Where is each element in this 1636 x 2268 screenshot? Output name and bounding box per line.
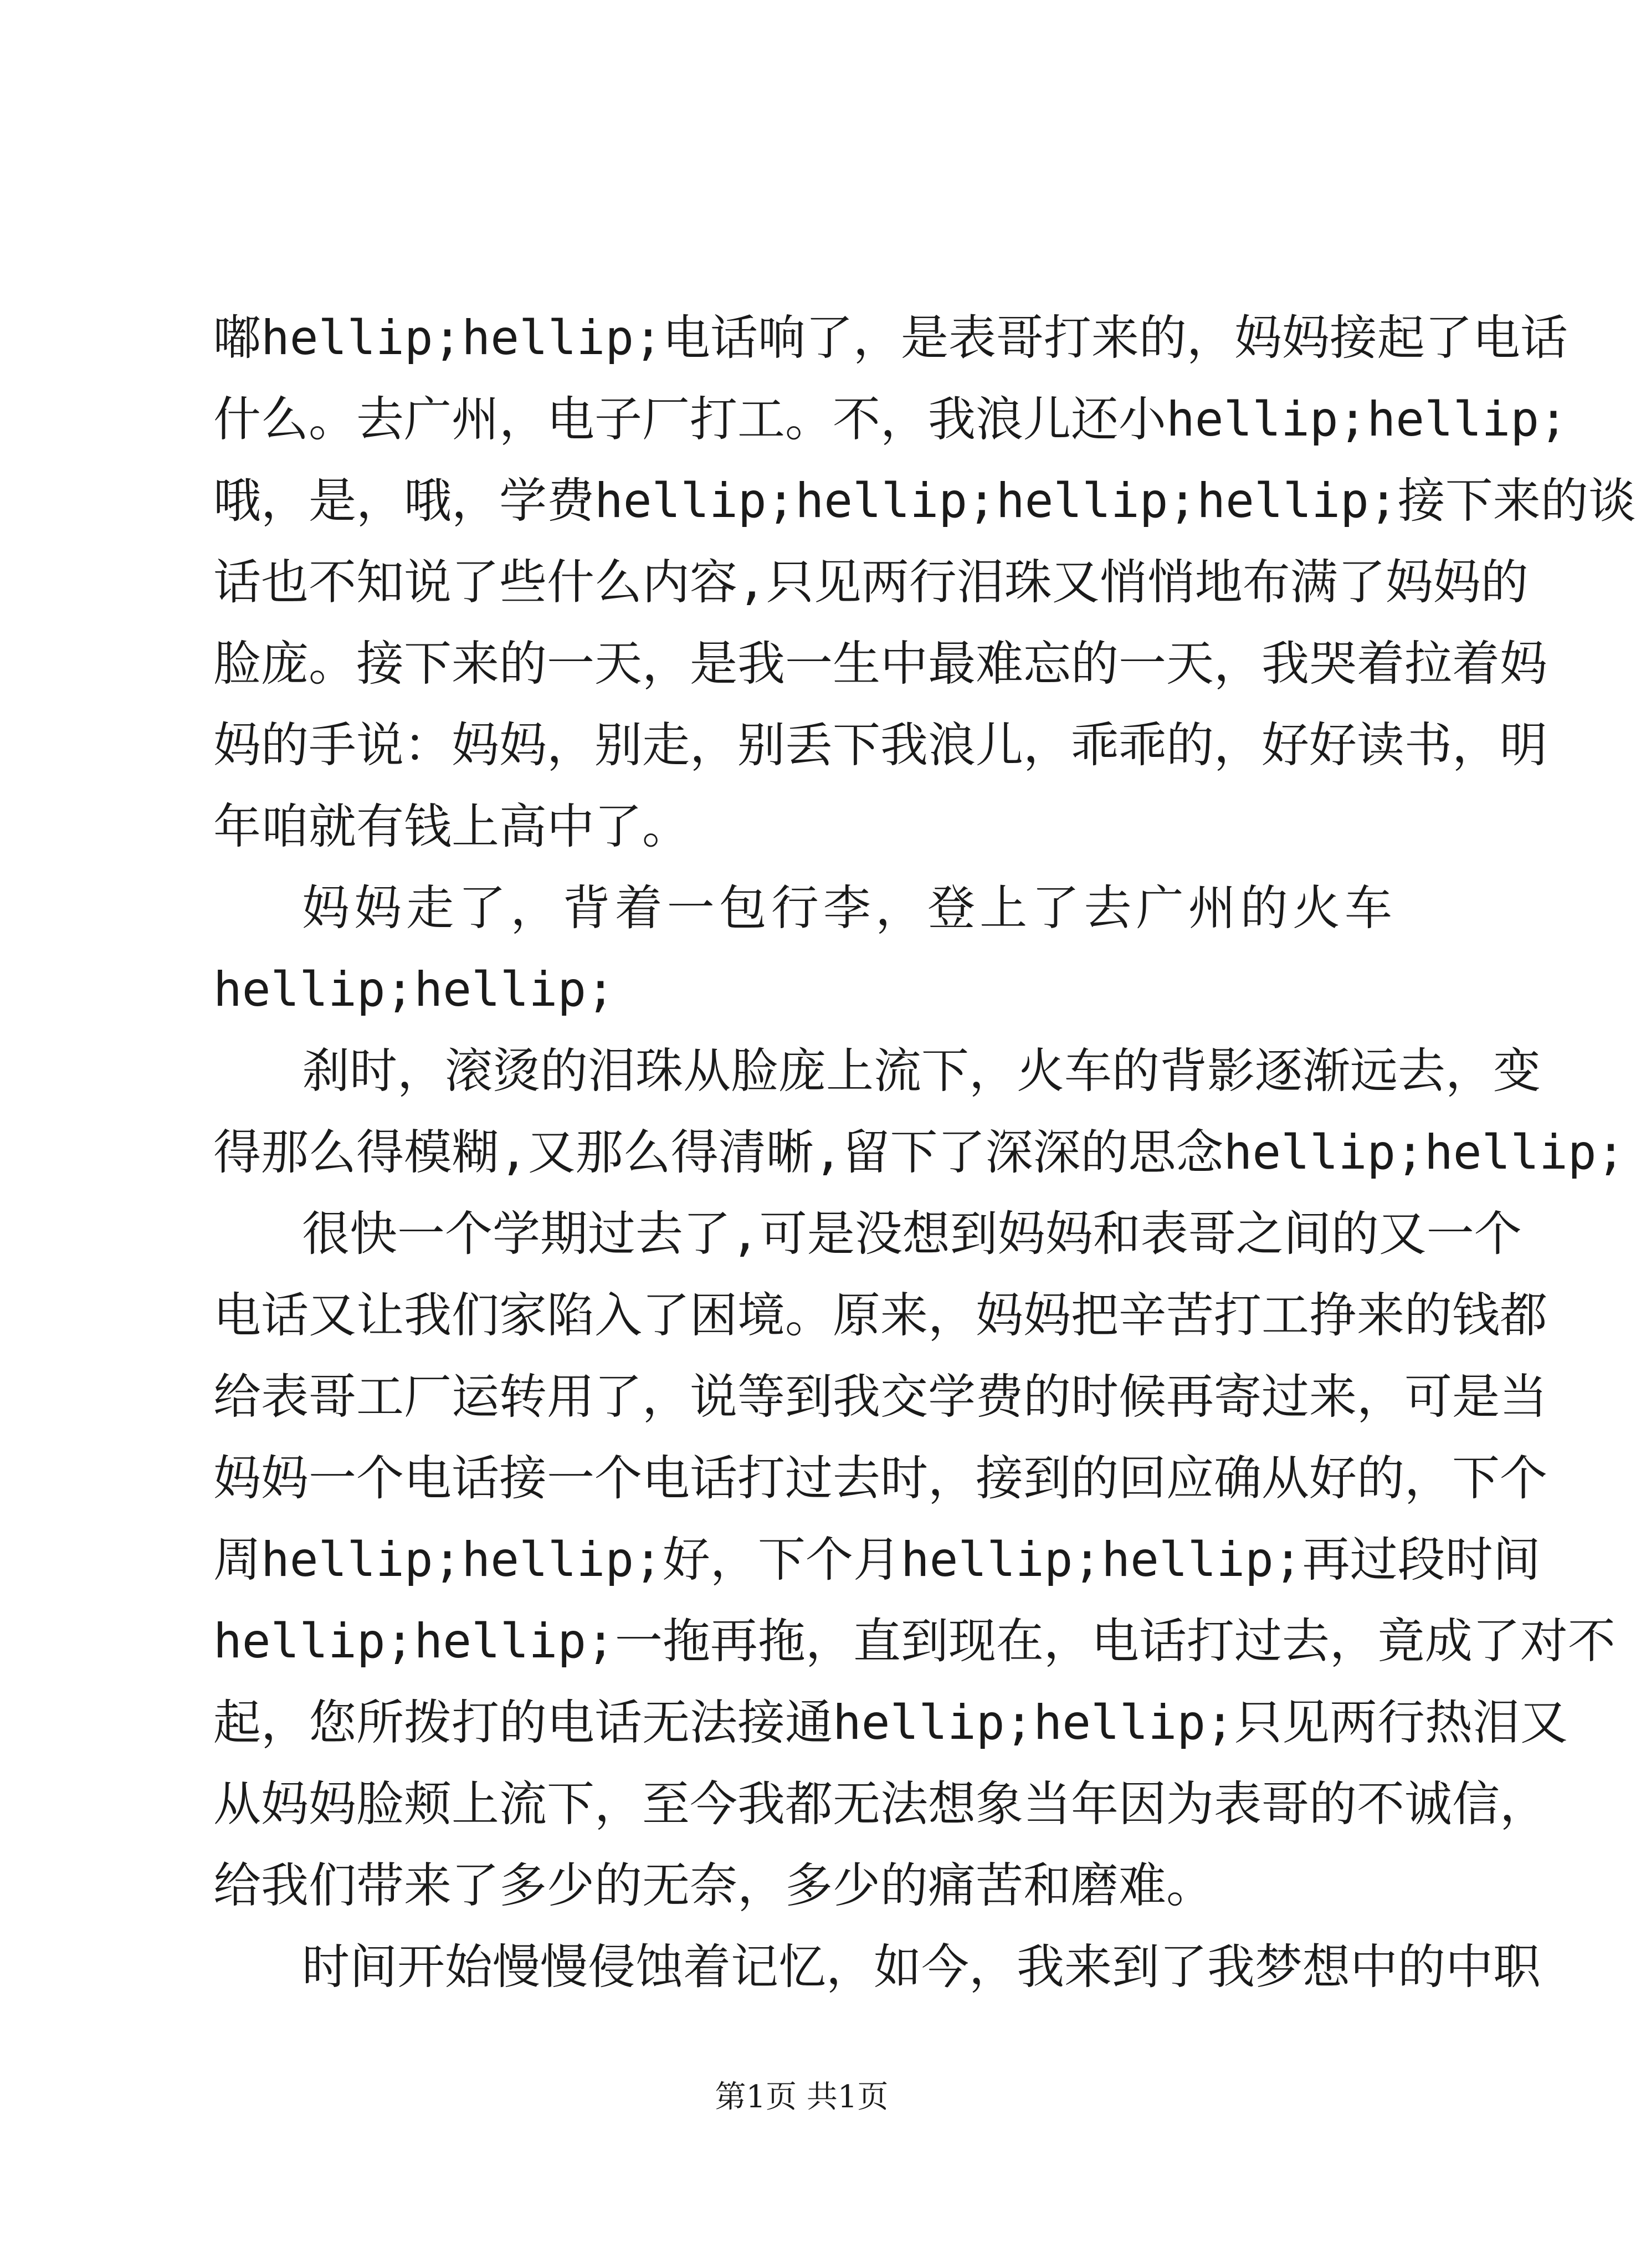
text-line: 给表哥工厂运转用了，说等到我交学费的时候再寄过来，可是当: [213, 1369, 1547, 1425]
text-line: 话也不知说了些什么内容,只见两行泪珠又悄悄地布满了妈妈的: [213, 555, 1529, 610]
text-line: 妈的手说：妈妈，别走，别丢下我浪儿，乖乖的，好好读书，明: [213, 718, 1547, 773]
text-line: 什么。去广州，电子厂打工。不，我浪儿还小hellip;hellip;: [213, 392, 1568, 447]
text-line: 从妈妈脸颊上流下，至今我都无法想象当年因为表哥的不诚信，: [213, 1776, 1547, 1832]
text-line: 周hellip;hellip;好，下个月hellip;hellip;再过段时间: [213, 1532, 1541, 1588]
text-line: hellip;hellip;一拖再拖，直到现在，电话打过去，竟成了对不: [213, 1614, 1616, 1669]
page-footer: 第1页 共1页: [715, 2079, 889, 2115]
text-line: 很快一个学期过去了,可是没想到妈妈和表哥之间的又一个: [302, 1206, 1522, 1262]
text-line: 年咱就有钱上高中了。: [213, 799, 690, 854]
text-line: 妈妈一个电话接一个电话打过去时，接到的回应确从好的，下个: [213, 1451, 1547, 1506]
text-line: 得那么得模糊,又那么得清晰,留下了深深的思念hellip;hellip;: [213, 1125, 1625, 1180]
text-line: 刹时，滚烫的泪珠从脸庞上流下，火车的背影逐渐远去，变: [302, 1043, 1541, 1099]
text-line: 脸庞。接下来的一天，是我一生中最难忘的一天，我哭着拉着妈: [213, 636, 1547, 692]
text-line: 妈妈走了，背着一包行李，登上了去广州的火车: [302, 880, 1392, 936]
text-line: hellip;hellip;: [213, 962, 615, 1017]
text-line: 给我们带来了多少的无奈，多少的痛苦和磨难。: [213, 1858, 1214, 1913]
text-line: 哦，是，哦，学费hellip;hellip;hellip;hellip;接下来的谈: [213, 473, 1636, 529]
text-line: 嘟hellip;hellip;电话响了，是表哥打来的，妈妈接起了电话: [213, 310, 1568, 366]
text-line: 时间开始慢慢侵蚀着记忆，如今，我来到了我梦想中的中职: [302, 1939, 1541, 1995]
text-line: 起，您所拨打的电话无法接通hellip;hellip;只见两行热泪又: [213, 1695, 1568, 1750]
text-line: 电话又让我们家陷入了困境。原来，妈妈把辛苦打工挣来的钱都: [213, 1288, 1547, 1343]
